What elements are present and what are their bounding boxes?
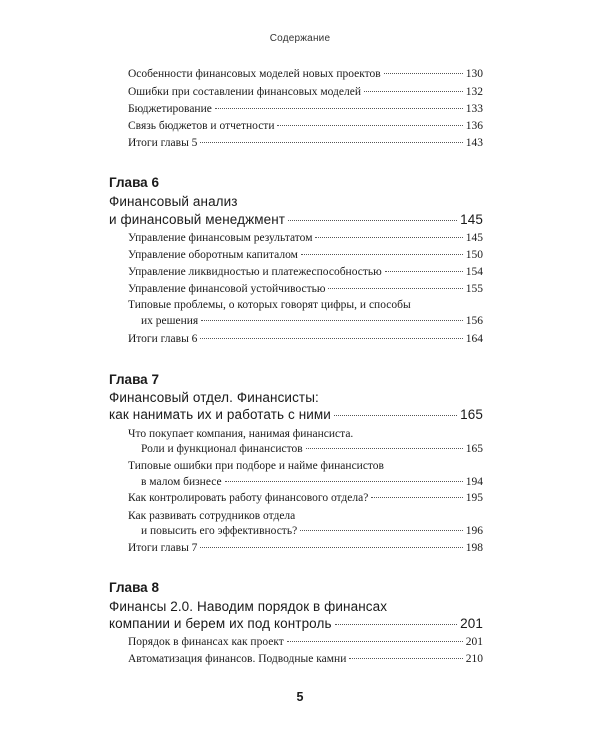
toc-entry (128, 68, 483, 80)
toc-page-number: 196 (465, 525, 483, 537)
toc-page-number: 164 (465, 333, 483, 345)
chapter-title-line: Финансовый отдел. Финансисты: (109, 390, 319, 405)
toc-entry (128, 103, 483, 115)
dot-leader (287, 641, 463, 642)
dot-leader (384, 73, 463, 74)
toc-entry-text: Роли и функционал финансистов (141, 443, 303, 455)
chapter-page-number: 165 (460, 407, 483, 422)
chapter-label: Глава 7 (109, 372, 159, 387)
toc-page-number: 133 (465, 103, 483, 115)
dot-leader (364, 91, 463, 92)
chapter-title-line: Финансовый анализ (109, 194, 238, 209)
toc-entry-text: и повысить его эффективность? (141, 525, 298, 537)
chapter-label: Глава 8 (109, 580, 159, 595)
toc-entry-text: Особенности финансовых моделей новых проектов (128, 68, 381, 80)
toc-page-number: 194 (465, 476, 483, 488)
toc-page-number: 195 (465, 492, 483, 504)
dot-leader (371, 497, 462, 498)
toc-entry (128, 266, 483, 278)
toc-entry (128, 120, 483, 132)
toc-entry (128, 492, 483, 504)
toc-entry (141, 525, 483, 537)
dot-leader (301, 254, 463, 255)
toc-entry (128, 542, 483, 554)
dot-leader (349, 658, 462, 659)
toc-page-number: 201 (465, 636, 483, 648)
dot-leader (201, 320, 463, 321)
toc-page-number: 136 (465, 120, 483, 132)
dot-leader (200, 547, 462, 548)
toc-entry-text: Порядок в финансах как проект (128, 636, 284, 648)
chapter-title-row (109, 212, 483, 227)
toc-entry (141, 315, 483, 327)
toc-page-number: 155 (465, 283, 483, 295)
dot-leader (225, 481, 463, 482)
dot-leader (334, 415, 457, 416)
dot-leader (335, 624, 458, 625)
dot-leader (288, 220, 457, 221)
toc-entry (141, 443, 483, 455)
toc-entry (128, 653, 483, 665)
chapter-page-number: 201 (460, 616, 483, 631)
dot-leader (306, 448, 463, 449)
toc-page-number: 165 (465, 443, 483, 455)
toc-entry-line: Что покупает компания, нанимая финансиста. (128, 428, 354, 440)
toc-page-number: 198 (465, 542, 483, 554)
toc-entry (128, 333, 483, 345)
chapter-title-row (109, 407, 483, 422)
toc-page-number: 145 (465, 232, 483, 244)
chapter-title-line: как нанимать их и работать с ними (109, 407, 331, 422)
toc-entry-text: Итоги главы 6 (128, 333, 198, 345)
toc-entry (128, 232, 483, 244)
dot-leader (277, 125, 462, 126)
toc-page-number: 154 (465, 266, 483, 278)
toc-entry (128, 636, 483, 648)
chapter-label: Глава 6 (109, 175, 159, 190)
toc-entry-line: Типовые ошибки при подборе и найме финансистов (128, 460, 384, 472)
dot-leader (300, 530, 463, 531)
toc-entry-text: Управление оборотным капиталом (128, 249, 298, 261)
dot-leader (200, 338, 462, 339)
chapter-title-row (109, 616, 483, 631)
toc-entry-text: Итоги главы 7 (128, 542, 198, 554)
toc-entry (141, 476, 483, 488)
toc-entry (128, 86, 483, 98)
page-number: 5 (296, 690, 304, 704)
toc-page-number: 143 (465, 137, 483, 149)
toc-entry-text: Ошибки при составлении финансовых моделей (128, 86, 361, 98)
toc-entry-text: Как контролировать работу финансового отдела? (128, 492, 369, 504)
toc-entry-line: Как развивать сотрудников отдела (128, 510, 296, 522)
toc-page-number: 210 (465, 653, 483, 665)
dot-leader (385, 271, 463, 272)
chapter-title-line: компании и берем их под контроль (109, 616, 332, 631)
dot-leader (328, 288, 462, 289)
toc-entry-text: Итоги главы 5 (128, 137, 198, 149)
toc-entry-text: Управление ликвидностью и платежеспособностью (128, 266, 382, 278)
toc-entry-line: Типовые проблемы, о которых говорят цифры, и способы (128, 299, 411, 311)
toc-page-number: 150 (465, 249, 483, 261)
toc-entry-text: их решения (141, 315, 199, 327)
toc-entry-text: Связь бюджетов и отчетности (128, 120, 275, 132)
dot-leader (200, 142, 462, 143)
toc-entry (128, 249, 483, 261)
toc-entry-text: Автоматизация финансов. Подводные камни (128, 653, 347, 665)
toc-page-number: 132 (465, 86, 483, 98)
dot-leader (215, 108, 463, 109)
dot-leader (315, 237, 462, 238)
chapter-page-number: 145 (460, 212, 483, 227)
toc-entry (128, 137, 483, 149)
toc-entry-text: в малом бизнесе (141, 476, 222, 488)
toc-entry-text: Бюджетирование (128, 103, 212, 115)
toc-page-number: 130 (465, 68, 483, 80)
toc-entry (128, 283, 483, 295)
running-head: Содержание (269, 33, 331, 44)
toc-page-number: 156 (465, 315, 483, 327)
chapter-title-line: Финансы 2.0. Наводим порядок в финансах (109, 599, 388, 614)
toc-entry-text: Управление финансовым результатом (128, 232, 313, 244)
toc-entry-text: Управление финансовой устойчивостью (128, 283, 326, 295)
chapter-title-line: и финансовый менеджмент (109, 212, 286, 227)
